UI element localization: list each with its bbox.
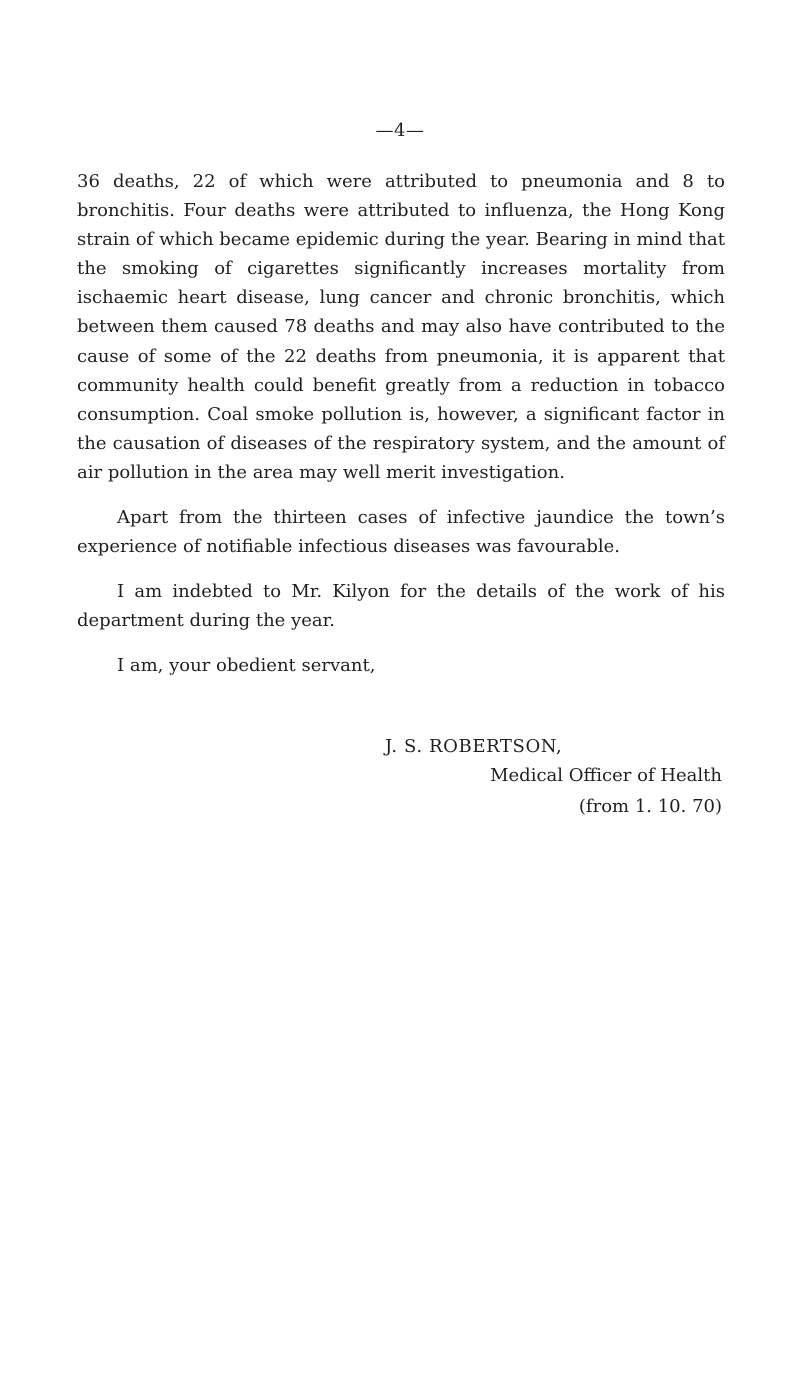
paragraph-respiratory-deaths: 36 deaths, 22 of which were attributed to pneumonia and 8 to bronchitis. Four deaths were attributed to influenza, the Hong Kong strain of which became epidemic during the year. Bearing in mind that the smoking of cigarettes significantly increases mortality from ischaemic heart disease, lung cancer and chronic bronchitis, which between them caused 78 deaths and may also have contributed to the cause of some of the 22 deaths from pneumonia, it is apparent that community health could benefit greatly from a reduction in tobacco consumption. Coal smoke pollution is, however, a significant factor in the causation of diseases of the respiratory system, and the amount of air pollution in the area may well merit investigation. [77,171,725,483]
paragraph-closing: I am, your obedient servant, [117,655,376,677]
signature-name: J. S. ROBERTSON, [385,736,563,757]
signature-date: (from 1. 10. 70) [578,796,722,817]
signature-title: Medical Officer of Health [490,765,722,786]
page-number: —4— [375,120,425,141]
paragraph-infectious-diseases: Apart from the thirteen cases of infective jaundice the town’s experience of notifiable infectious diseases was favourable. [77,507,725,558]
paragraph-acknowledgement: I am indebted to Mr. Kilyon for the details of the work of his department during the year. [77,581,725,632]
body-text [77,167,725,697]
